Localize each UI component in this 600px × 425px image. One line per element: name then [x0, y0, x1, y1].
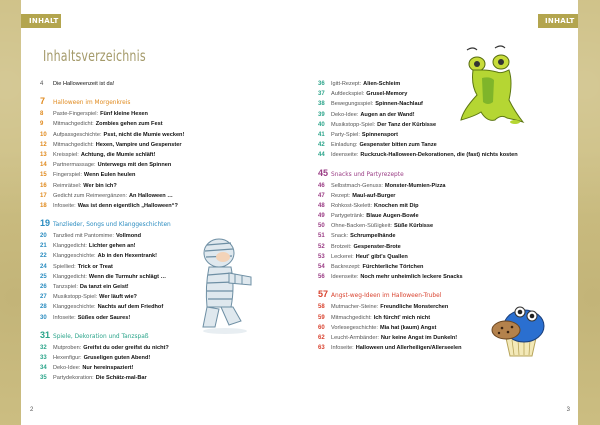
- section-page-number: 45: [318, 167, 329, 178]
- toc-entry-title: Augen an der Wand!: [360, 111, 415, 118]
- toc-entry[interactable]: [318, 233, 588, 243]
- toc-page-number: 47: [318, 192, 325, 199]
- toc-entry-category: Aufdeckspiel:: [331, 91, 365, 98]
- toc-entry-title: Hexen, Vampire und Gespenster: [95, 141, 182, 148]
- toc-entry-category: Igitt-Rezept:: [331, 81, 362, 87]
- toc-entry[interactable]: [40, 375, 280, 385]
- toc-entry-title: Fünf kleine Hexen: [100, 111, 148, 118]
- page-edge-left: [0, 0, 21, 425]
- toc-entry[interactable]: [40, 111, 280, 121]
- toc-page-number: 53: [318, 253, 325, 260]
- toc-entry[interactable]: [318, 203, 588, 213]
- toc-intro-row[interactable]: [40, 81, 280, 91]
- section-title: Spiele, Dekoration und Tanzspaß: [53, 331, 149, 340]
- toc-page-number: 44: [318, 152, 325, 159]
- section-title: Tanzlieder, Songs und Klanggeschichten: [53, 220, 171, 229]
- toc-page-number: 10: [40, 131, 47, 138]
- toc-entry-category: Paste-Fingerspiel:: [53, 111, 99, 118]
- toc-page-number: 49: [318, 213, 325, 220]
- toc-entry-category: Brotzeit:: [331, 243, 352, 250]
- toc-entry-category: Rezept:: [331, 192, 351, 199]
- toc-entry-title: Was ist denn eigentlich „Halloween“?: [77, 202, 178, 209]
- cookie-monster-cupcake-illustration: [490, 300, 550, 360]
- section-tab-left: INHALT: [21, 14, 61, 28]
- toc-entry[interactable]: [40, 193, 280, 203]
- toc-page-number: 52: [318, 243, 325, 250]
- toc-page-number: 34: [40, 365, 47, 372]
- toc-left-column: [40, 81, 280, 386]
- toc-page-number: 58: [318, 304, 325, 311]
- toc-page-number: 30: [40, 314, 47, 321]
- toc-entry-title: Ab in den Hexentrank!: [97, 253, 157, 260]
- toc-entry-category: Kreisspiel:: [53, 151, 79, 158]
- toc-entry-category: Tanzlied mit Pantomime:: [53, 233, 114, 240]
- toc-entry-title: Achtung, die Mumie schläft!: [80, 151, 156, 158]
- toc-page-number: 17: [40, 192, 47, 199]
- toc-page-number: 21: [40, 243, 47, 250]
- toc-entry-title: Lichter gehen an!: [88, 243, 136, 250]
- toc-page-number: 42: [318, 142, 325, 149]
- toc-page-number: 18: [40, 202, 47, 209]
- toc-entry-category: Spiellied:: [53, 263, 76, 270]
- toc-entry-title: Süße Kürbisse: [393, 223, 434, 230]
- toc-entry[interactable]: [40, 355, 280, 365]
- page-number-left: 2: [30, 407, 34, 413]
- toc-page-number: 39: [318, 111, 325, 118]
- toc-entry[interactable]: [40, 132, 280, 142]
- toc-page-number: 25: [40, 273, 47, 280]
- toc-entry[interactable]: [40, 152, 280, 162]
- toc-page-number: 56: [318, 274, 325, 281]
- toc-page-number: 46: [318, 182, 325, 189]
- toc-entry-category: Party-Spiel:: [331, 131, 360, 138]
- toc-page-number: 12: [40, 141, 47, 148]
- toc-entry[interactable]: [318, 213, 588, 223]
- toc-entry-category: Mutmacher-Steine:: [331, 304, 379, 311]
- section-page-number: 57: [318, 289, 329, 300]
- toc-page-number: 60: [318, 324, 325, 331]
- toc-entry[interactable]: [318, 91, 588, 101]
- toc-entry-category: Backrezept:: [331, 264, 361, 270]
- page-number-right: 3: [566, 407, 570, 413]
- page-title: Inhaltsverzeichnis: [43, 47, 146, 65]
- toc-entry-title: Wer läuft wie?: [99, 294, 137, 301]
- toc-entry-category: Mitmachgedicht:: [53, 121, 94, 128]
- toc-page-number: 14: [40, 162, 47, 169]
- toc-page-number: 28: [40, 304, 47, 311]
- toc-entry-title: Süßes oder Saures!: [77, 314, 131, 321]
- toc-entry-title: Knochen mit Dip: [374, 202, 419, 209]
- toc-entry-title: Ich fürcht' mich nicht: [373, 314, 431, 321]
- toc-page-number: 9: [40, 121, 44, 128]
- toc-entry-title: Alien-Schleim: [363, 81, 401, 87]
- toc-page-number: 26: [40, 284, 47, 290]
- toc-entry-category: Mitmachgedicht:: [53, 141, 94, 148]
- toc-entry[interactable]: [318, 244, 588, 254]
- toc-entry-category: Ideenseite:: [331, 274, 359, 281]
- toc-entry-category: Musikstopp-Spiel:: [331, 121, 376, 128]
- toc-entry[interactable]: [318, 112, 588, 122]
- toc-entry-category: Infoseite:: [53, 314, 76, 321]
- toc-entry[interactable]: [40, 183, 280, 193]
- toc-entry-category: Rohkost-Skelett:: [331, 202, 373, 209]
- toc-entry-category: Mutproben:: [53, 344, 82, 351]
- toc-page-number: 37: [318, 91, 325, 98]
- alien-slime-illustration: [455, 38, 525, 128]
- toc-entry-title: Psst, nicht die Mumie wecken!: [103, 131, 185, 138]
- toc-entry-title: An Halloween …: [129, 192, 173, 199]
- toc-page-number: 62: [318, 334, 325, 341]
- toc-entry[interactable]: [318, 81, 588, 91]
- toc-page-number: 20: [40, 233, 47, 240]
- section-page-number: 7: [40, 96, 46, 107]
- toc-page-number: 41: [318, 131, 325, 138]
- toc-entry[interactable]: [318, 122, 588, 132]
- toc-page-number: 33: [40, 354, 47, 361]
- section-page-number: 19: [40, 218, 51, 229]
- toc-entry-title: Greifst du oder greifst du nicht?: [83, 344, 169, 351]
- toc-entry[interactable]: [318, 142, 588, 152]
- toc-page-number: 54: [318, 264, 325, 270]
- toc-page-number: 48: [318, 202, 325, 209]
- toc-page-number: 13: [40, 151, 47, 158]
- toc-entry[interactable]: [40, 345, 280, 355]
- toc-entry-title: Grusel-Memory: [366, 91, 408, 98]
- toc-entry-title: Die Schätz-mal-Bar: [95, 375, 147, 382]
- toc-entry-title: Ruckzuck-Halloween-Dekorationen, die (fast) nichts kosten: [360, 152, 518, 159]
- toc-entry-title: Halloween und Allerheiligen/Allerseelen: [355, 345, 462, 352]
- toc-entry-title: Maul-auf-Burger: [352, 192, 396, 199]
- toc-entry-category: Deko-Idee:: [331, 111, 359, 118]
- toc-entry-category: Klanggedicht:: [53, 273, 87, 280]
- toc-entry-title: Wenn die Turmuhr schlägt …: [88, 273, 167, 280]
- toc-entry[interactable]: [318, 223, 588, 233]
- toc-entry-category: Partnermassage:: [53, 162, 96, 169]
- toc-entry[interactable]: [40, 142, 280, 152]
- toc-page-number: 36: [318, 81, 325, 87]
- section-tab-right: INHALT: [538, 14, 578, 28]
- toc-entry-category: Mitmachgedicht:: [331, 314, 372, 321]
- toc-entry-text: Die Halloweenzeit ist da!: [53, 81, 115, 87]
- toc-section-heading[interactable]: [318, 168, 588, 182]
- toc-entry-category: Infoseite:: [53, 202, 76, 209]
- toc-entry-category: Reimrätsel:: [53, 182, 82, 189]
- toc-entry-title: Nur hereinspaziert!: [82, 365, 134, 372]
- toc-page-number: 22: [40, 253, 47, 260]
- toc-entry-category: Hexenfigur:: [53, 354, 82, 361]
- toc-entry-title: Mia hat (kaum) Angst: [379, 324, 437, 331]
- toc-entry-category: Partydekoration:: [53, 375, 94, 382]
- toc-entry-title: Monster-Mumien-Pizza: [384, 182, 446, 189]
- toc-entry[interactable]: [40, 203, 280, 213]
- toc-entry-category: Leckerei:: [331, 253, 354, 260]
- toc-page-number: 16: [40, 182, 47, 189]
- toc-entry-category: Klanggeschichte:: [53, 253, 96, 260]
- toc-entry-category: Selbstmach-Genuss:: [331, 182, 383, 189]
- toc-entry-title: Zombies gehen zum Fest: [95, 121, 163, 128]
- toc-entry-category: Leucht-Armbänder:: [331, 334, 379, 341]
- toc-entry-category: Vorlesegeschichte:: [331, 324, 378, 331]
- toc-entry-category: Fingerspiel:: [53, 172, 82, 179]
- toc-entry[interactable]: [318, 183, 588, 193]
- toc-entry-title: Vollmond: [115, 233, 142, 240]
- toc-entry[interactable]: [318, 101, 588, 111]
- toc-entry-category: Tanzspiel:: [53, 284, 78, 290]
- toc-entry-category: Ohne-Backen-Süßigkeit:: [331, 223, 392, 230]
- toc-entry-title: Wenn Eulen heulen: [83, 172, 136, 179]
- toc-entry-title: Blaue Augen-Bowle: [366, 213, 419, 220]
- toc-page-number: 35: [40, 375, 47, 382]
- toc-entry-title: Freundliche Monsterchen: [380, 304, 449, 311]
- toc-entry-title: Heut' gibt's Quallen: [355, 253, 408, 260]
- toc-page-number: 51: [318, 233, 325, 240]
- toc-entry[interactable]: [318, 193, 588, 203]
- toc-entry-title: Unterwegs mit den Spinnen: [97, 162, 172, 169]
- toc-entry-title: Nur keine Angst im Dunkeln!: [380, 334, 458, 341]
- mummy-illustration: [197, 235, 257, 335]
- toc-entry-category: Partygetränk:: [331, 213, 365, 220]
- toc-entry-category: Infoseite:: [331, 345, 354, 352]
- toc-entry-category: Ideenseite:: [331, 152, 359, 159]
- toc-entry[interactable]: [318, 274, 588, 284]
- toc-entry[interactable]: [40, 365, 280, 375]
- toc-entry-title: Spinnen-Nachlauf: [375, 101, 423, 108]
- toc-entry-category: Snack:: [331, 233, 349, 240]
- toc-page-number: 4: [40, 81, 44, 87]
- toc-page-number: 32: [40, 344, 47, 351]
- toc-entry-category: Deko-Idee:: [53, 365, 81, 372]
- toc-entry[interactable]: [40, 172, 280, 182]
- toc-entry-title: Der Tanz der Kürbisse: [377, 121, 437, 128]
- toc-entry[interactable]: [318, 132, 588, 142]
- toc-entry-category: Klanggeschichte:: [53, 304, 96, 311]
- toc-entry-title: Schrumpelhände: [350, 233, 396, 240]
- toc-entry-title: Nachts auf dem Friedhof: [97, 304, 164, 311]
- section-title: Halloween im Morgenkreis: [53, 98, 131, 107]
- toc-section-heading[interactable]: [40, 218, 280, 232]
- toc-entry-title: Gruseligen guten Abend!: [83, 354, 151, 361]
- toc-entry-title: Spinnensport: [361, 131, 398, 138]
- toc-page-number: 27: [40, 294, 47, 301]
- toc-entry-title: Gespenster bitten zum Tanze: [359, 142, 437, 149]
- toc-page-number: 24: [40, 263, 47, 270]
- toc-entry-title: Wer bin ich?: [83, 182, 117, 189]
- toc-page-number: 59: [318, 314, 325, 321]
- toc-entry[interactable]: [40, 121, 280, 131]
- toc-entry-category: Musikstopp-Spiel:: [53, 294, 98, 301]
- toc-page-number: 15: [40, 172, 47, 179]
- toc-page-number: 63: [318, 345, 325, 352]
- toc-page-number: 8: [40, 111, 44, 118]
- toc-entry-category: Einladung:: [331, 142, 358, 149]
- toc-entry-title: Fürchterliche Törtchen: [362, 264, 424, 270]
- toc-section-heading[interactable]: [40, 96, 280, 110]
- toc-entry-title: Noch mehr unheimlich leckere Snacks: [360, 274, 463, 281]
- toc-page-number: 40: [318, 121, 325, 128]
- toc-entry-category: Bewegungsspiel:: [331, 101, 374, 108]
- section-page-number: 31: [40, 329, 51, 340]
- toc-entry[interactable]: [318, 152, 588, 162]
- toc-entry-title: Gespenster-Brote: [353, 243, 401, 250]
- toc-entry[interactable]: [318, 254, 588, 264]
- toc-entry-title: Da tanzt ein Geist!: [79, 284, 129, 290]
- toc-page-number: 38: [318, 101, 325, 108]
- toc-entry-title: Trick or Treat: [77, 263, 113, 270]
- toc-entry-category: Aufpassgeschichte:: [53, 131, 102, 138]
- toc-entry-category: Gedicht zum Reimeergänzen:: [53, 192, 127, 199]
- section-title: Angst-weg-Ideen im Halloween-Trubel: [331, 291, 442, 300]
- toc-page-number: 50: [318, 223, 325, 230]
- toc-entry-category: Klanggedicht:: [53, 243, 87, 250]
- toc-entry[interactable]: [40, 162, 280, 172]
- section-title: Snacks und Partyrezepte: [331, 169, 404, 178]
- toc-entry[interactable]: [318, 264, 588, 274]
